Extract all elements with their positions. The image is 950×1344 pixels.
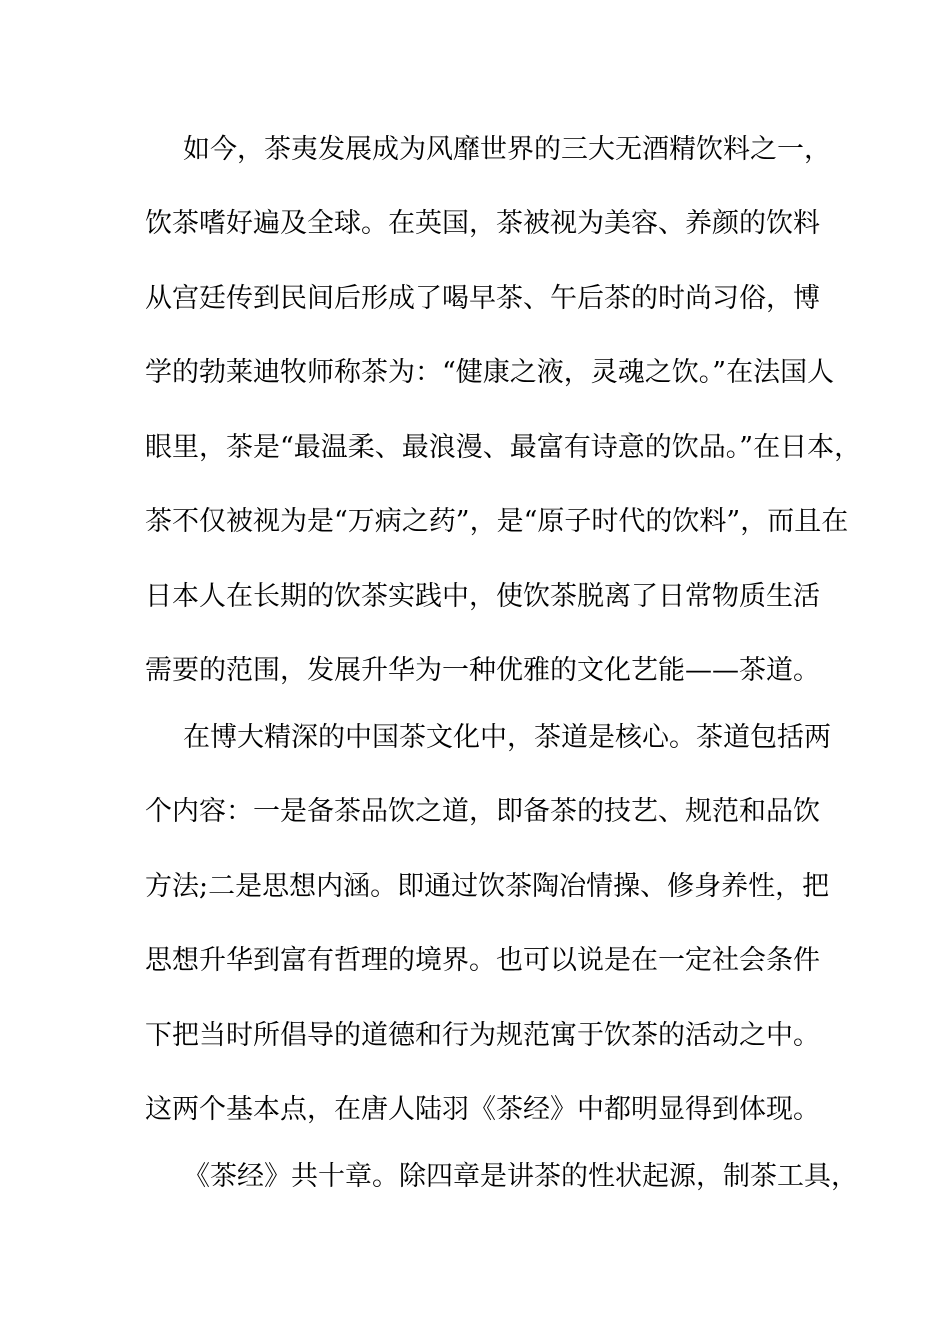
paragraph-1-line-8: 需要的范围，发展升华为一种优雅的文化艺能——茶道。 [145,655,820,686]
paragraph-1-line-4: 学的勃莱迪牧师称茶为：“健康之液，灵魂之饮。”在法国人 [145,357,835,388]
paragraph-1-line-6: 茶不仅被视为是“万病之药”，是“原子时代的饮料”，而且在 [145,506,849,537]
paragraph-2-line-6: 这两个基本点，在唐人陆羽《茶经》中都明显得到体现。 [145,1094,820,1125]
paragraph-1-line-2: 饮茶嗜好遍及全球。在英国，茶被视为美容、养颜的饮料 [145,208,820,239]
paragraph-2-line-5: 下把当时所倡导的道德和行为规范寓于饮茶的活动之中。 [145,1020,820,1051]
paragraph-2-line-1: 在博大精深的中国茶文化中，茶道是核心。茶道包括两 [183,722,831,753]
paragraph-1-line-7: 日本人在长期的饮茶实践中，使饮茶脱离了日常物质生活 [145,581,820,612]
paragraph-2-line-4: 思想升华到富有哲理的境界。也可以说是在一定社会条件 [145,945,820,976]
paragraph-1-line-5: 眼里，茶是“最温柔、最浪漫、最富有诗意的饮品。”在日本， [145,432,862,463]
paragraph-3-line-1: 《茶经》共十章。除四章是讲茶的性状起源，制茶工具， [183,1161,858,1192]
paragraph-1-line-1: 如今，茶夷发展成为风靡世界的三大无酒精饮料之一， [183,134,831,165]
paragraph-1-line-3: 从宫廷传到民间后形成了喝早茶、午后茶的时尚习俗，博 [145,283,820,314]
paragraph-2-line-2: 个内容：一是备茶品饮之道，即备茶的技艺、规范和品饮 [145,796,820,827]
paragraph-2-line-3: 方法;二是思想内涵。即通过饮茶陶冶情操、修身养性，把 [145,871,830,902]
